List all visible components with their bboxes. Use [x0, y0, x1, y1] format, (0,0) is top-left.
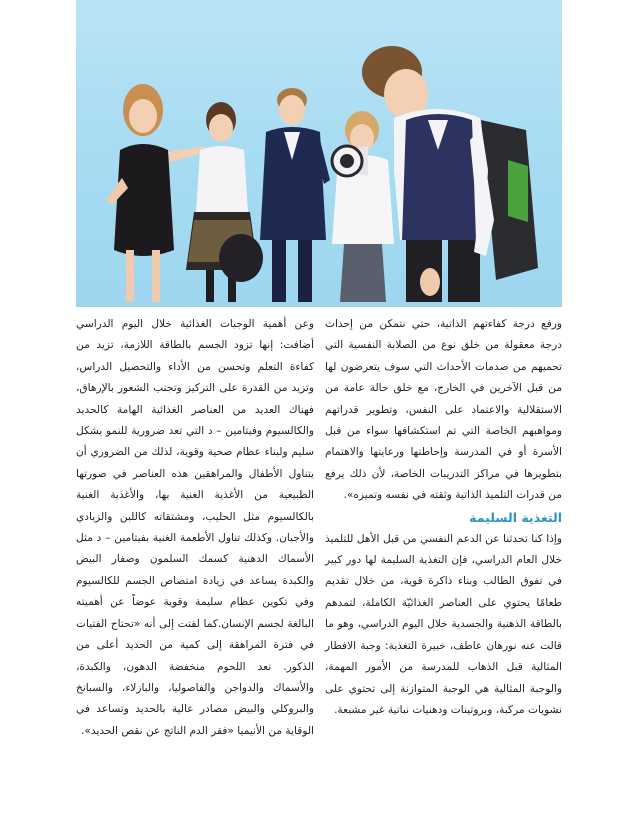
article-column-right — [325, 314, 562, 721]
boy-navy-blazer-figure — [260, 88, 330, 302]
header-photo — [76, 0, 562, 307]
body-paragraph: وإذا كنا تحدثنا عن الدعم النفسي من قبل الأهل للتلميذ خلال العام الدراسي، فإن التغذية السليمة لها دور كبير في تفوق الطالب وبناء ذاكرة قوية، من خلال تقديم طعامًا يحتوي على العناصر الغذائيّة الكاملة، لتمدهم بالطاقة الذهنية والجسدية خلال اليوم الدراسي، وهو ما قالت عنه نورهان عاطف، خبيرة التغذية: وجبة الافطار المثالية قبل الذهاب للمدرسة من الأمور المهمة، والوجبة المثالية هي الوجبة المتوازنة إلى تحتوي على نشويات مركبة، وبروتينات ودهنيات نباتية غير مشبعة. — [325, 532, 562, 716]
children-illustration — [76, 0, 562, 307]
article-column-left — [76, 314, 314, 742]
girl-megaphone-figure — [332, 111, 394, 302]
body-paragraph: ورفع درجة كفاءتهم الذاتية، حتي نتمكن من إحداث درجة معقولة من خلق نوع من الصلابة النفسية التي تحميهم من صدمات الأحداث التي سوف يتعرضون لها من قبل الآخرين في الخارج، مع خلق حالة عامة من الاستقلالية والاعتماد على النفس، وتطوير قدراتهم ومواهبهم الخاصة التي تم استكشافها سواء من قبل الأسرة أو في المدرسة وإحاطتها ورعايتها والاهتمام بتطويرها في مراكز التدريبات الخاصة، لأن ذلك يرفع من قدرات التلميذ الذاتية وثقته في نفسه وتميزه». — [325, 318, 562, 502]
body-paragraph: وعن أهمية الوجبات الغذائية خلال اليوم الدراسي أضافت: إنها تزود الجسم بالطاقة اللازمة، تزيد من كفاءة التعلم وتحسن من الأداء والتحصيل الدراس، وتزيد من القدرة على التركيز وتجنب الشعور بالإرهاق، فهناك العديد من العناصر الغذائية الهامة كالحديد والكالسيوم وفيتامين – د التي تعد ضرورية للنمو بشكل سليم ولبناء عظام صحية وقوية، لذلك من الضروري أن يتناول الأطفال والمراهقين هذه العناصر في صورتها الطبيعية من الأغذية الغنية بها، والأغذية الغنية بالكالسيوم مثل الحليب، ومشتقاته كاللبن والزبادي والأجبان. وكذلك تناول الأطعمة الغنية بفيتامين – د مثل الأسماك الدهنية كسمك السلمون وصفار البيض والكبدة يساعد في زيادة امتصاص الجسم للكالسيوم وفي تكوين عظام سليمة وقوية عوضاً عن أهميته البالغة لجسم الإنسان.كما لفتت إلى أنه «تحتاج الفتيات في فترة المراهقة إلى كمية من الحديد أعلى من الذكور. تعد اللحوم منخفضة الدهون، والكبدة، والأسماك والدواجن والفاصوليا، والبازلاء، والسبانخ والبروكلي والبيض مصادر عالية بالحديد وتساعد في الوقاية من الأنيميا «فقر الدم الناتج عن نقص الحديد». — [76, 318, 314, 737]
girl-gold-skirt-figure — [186, 102, 263, 302]
section-heading: التغذية السليمة — [469, 509, 562, 525]
